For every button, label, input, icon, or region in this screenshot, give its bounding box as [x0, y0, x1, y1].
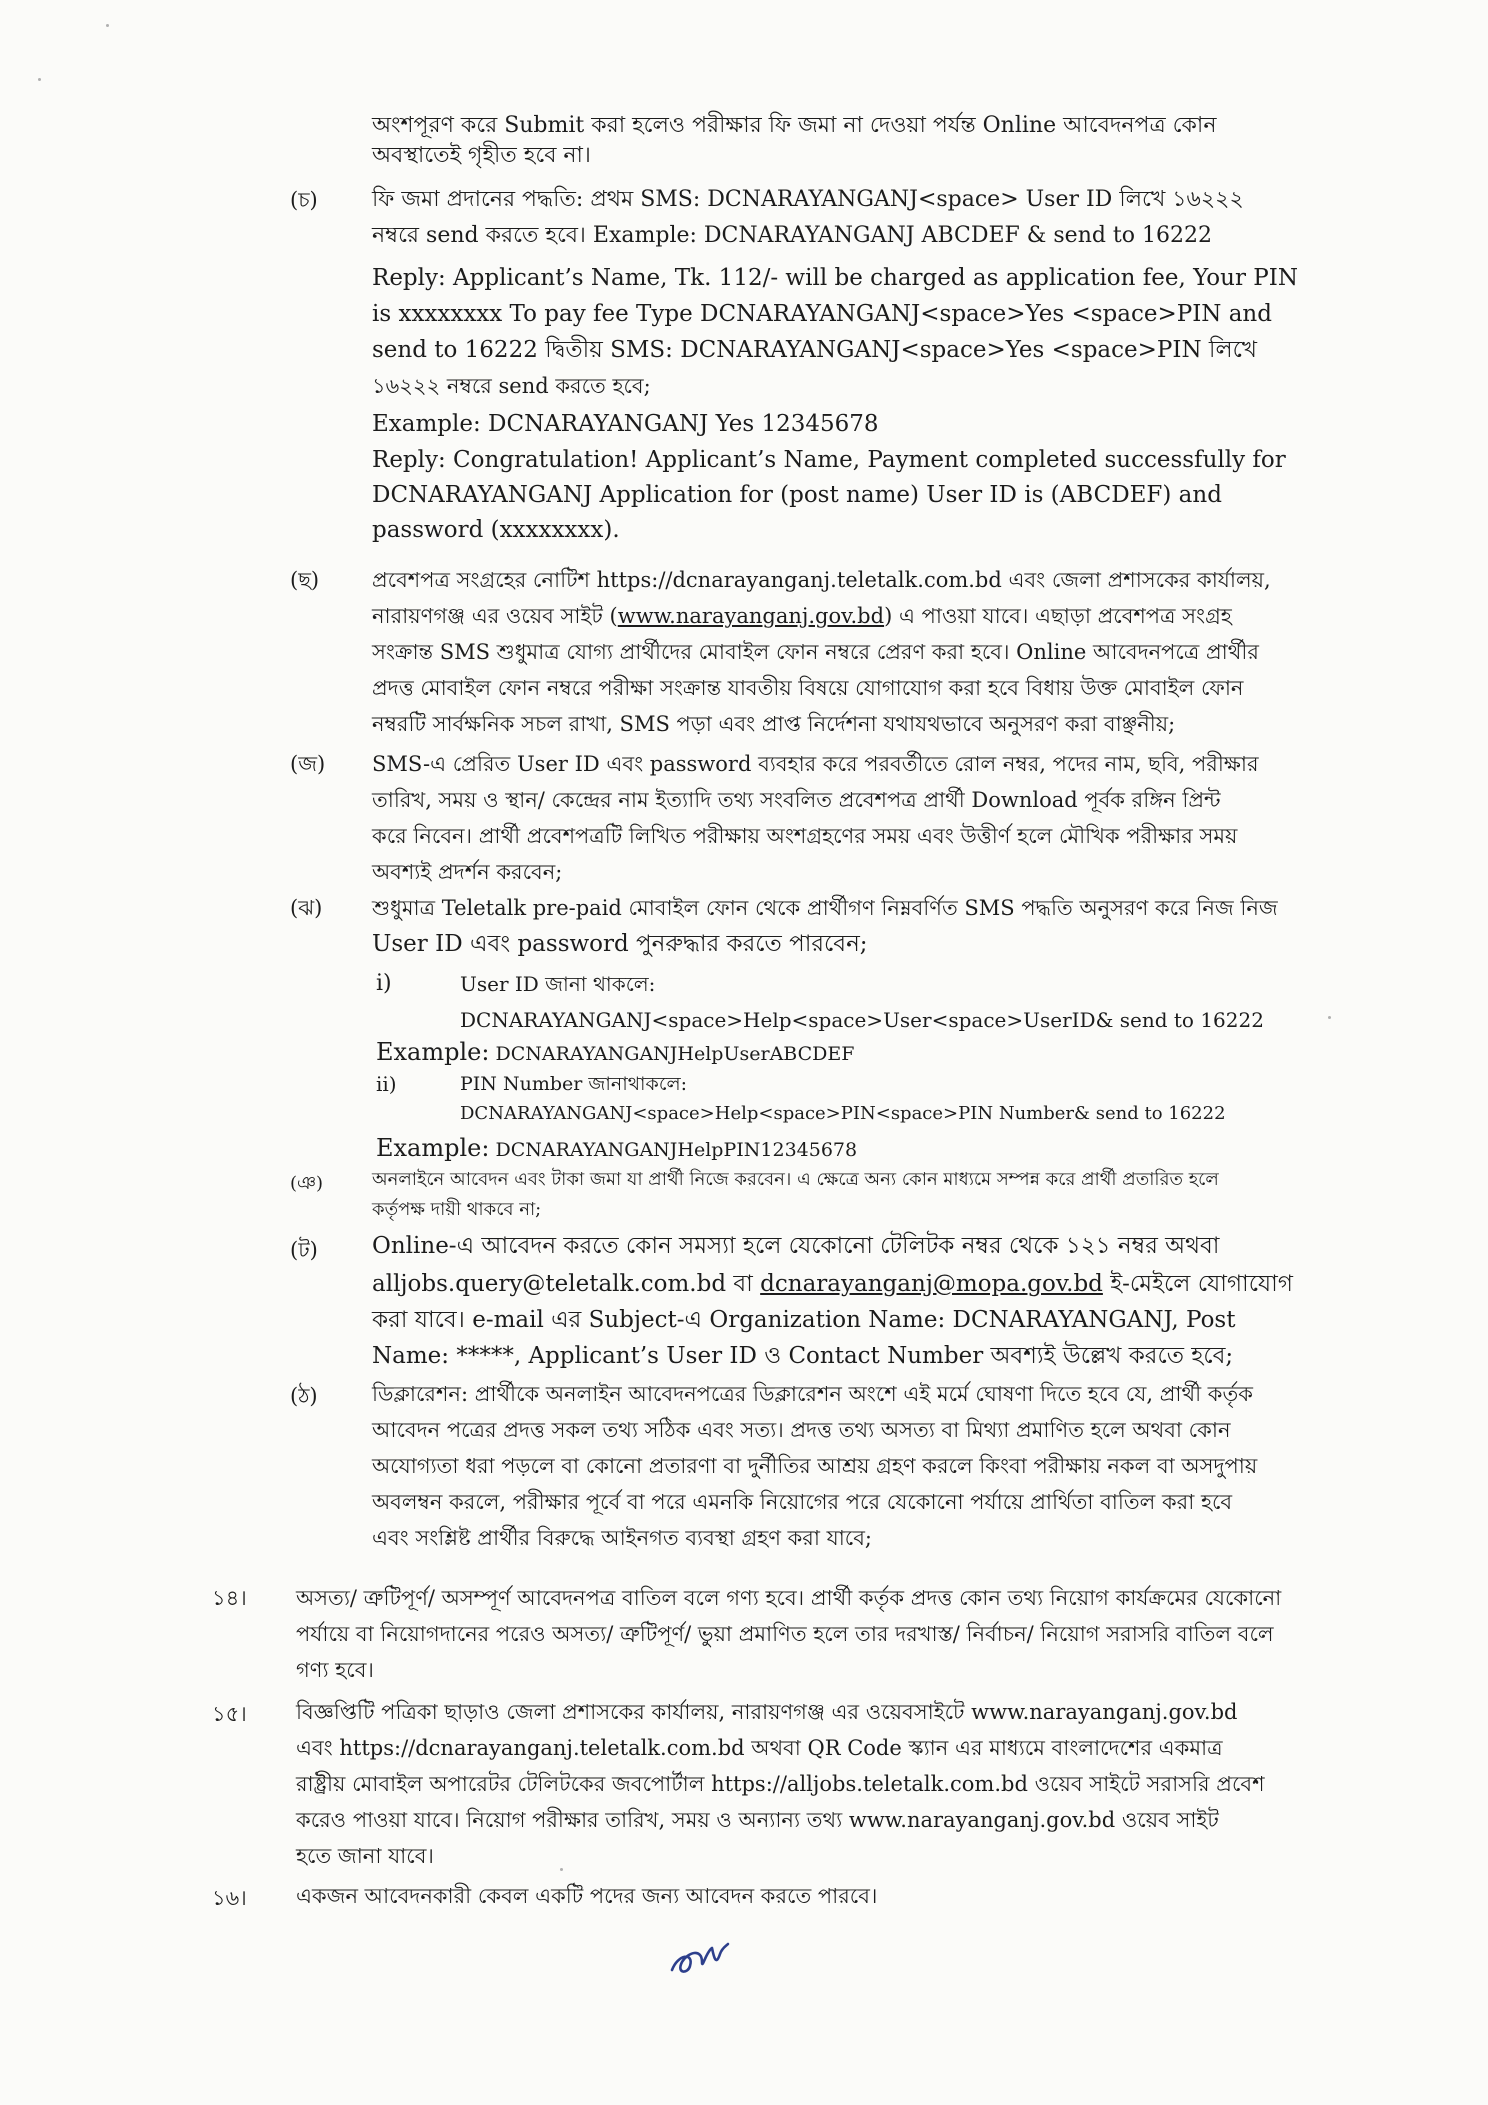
item-tha-line: আবেদন পত্রের প্রদত্ত সকল তথ্য সঠিক এবং সত্য। প্রদত্ত তথ্য অসত্য বা মিথ্যা প্রমাণিত হলে অথবা কোন [372, 1418, 1231, 1442]
scan-speck [1328, 1016, 1331, 1019]
item-tha-line: অবলম্বন করলে, পরীক্ষার পূর্বে বা পরে এমনকি নিয়োগের পরে যেকোনো পর্যায়ে প্রার্থিতা বাতিল করা হবে [372, 1490, 1233, 1514]
item-label-15: ১৫। [212, 1702, 247, 1726]
item-15-line: হতে জানা যাবে। [296, 1844, 434, 1868]
example-label: Example: [376, 1038, 490, 1066]
item-label-ta: (ট) [290, 1238, 318, 1262]
sub-title-userid: User ID জানা থাকলে: [460, 972, 656, 996]
item-chha-text: নারায়ণগঞ্জ এর ওয়েব সাইট ( [372, 604, 618, 628]
sms-command: DCNARAYANGANJ<space>Help<space>PIN<space>PIN Number& send to 16222 [460, 1103, 1226, 1124]
item-15-line: রাষ্ট্রীয় মোবাইল অপারেটর টেলিটকের জবপোর্টাল https://alljobs.teletalk.com.bd ওয়েব সাইটে সরাসরি প্রবেশ [296, 1772, 1265, 1796]
item-cha-line: ফি জমা প্রদানের পদ্ধতি: প্রথম SMS: DCNARAYANGANJ<space> User ID লিখে ১৬২২২ [372, 187, 1244, 212]
example-line [376, 1038, 854, 1068]
sub-title-pin: PIN Number জানাথাকলে: [460, 1073, 688, 1095]
item-15-line: করেও পাওয়া যাবে। নিয়োগ পরীক্ষার তারিখ, সময় ও অন্যান্য তথ্য www.narayanganj.gov.bd ওয়েব সাইট [296, 1808, 1219, 1832]
item-label-jha: (ঝ) [290, 896, 323, 920]
item-cha-line: Reply: Congratulation! Applicant’s Name, Payment completed successfully for [372, 447, 1286, 473]
example-value: DCNARAYANGANJHelpPIN12345678 [489, 1139, 858, 1161]
item-label-chha: (ছ) [290, 568, 320, 592]
sub-label-i: i) [376, 971, 392, 996]
example-value: DCNARAYANGANJHelpUserABCDEF [489, 1043, 855, 1065]
item-chha-line: নম্বরটি সার্বক্ষনিক সচল রাখা, SMS পড়া এবং প্রাপ্ত নির্দেশনা যথাযথভাবে অনুসরণ করা বাঞ্ছনীয়; [372, 712, 1176, 736]
item-jha-line: User ID এবং password পুনরুদ্ধার করতে পারবেন; [372, 931, 868, 957]
item-ta-line: করা যাবে। e-mail এর Subject-এ Organization Name: DCNARAYANGANJ, Post [372, 1307, 1236, 1333]
item-ta-line [372, 1270, 1293, 1298]
item-nya-line: কর্তৃপক্ষ দায়ী থাকবে না; [372, 1199, 542, 1220]
item-chha-line [372, 602, 1232, 630]
item-chha-text: ) এ পাওয়া যাবে। এছাড়া প্রবেশপত্র সংগ্রহ [884, 604, 1232, 628]
item-ja-line: SMS-এ প্রেরিত User ID এবং password ব্যবহার করে পরবর্তীতে রোল নম্বর, পদের নাম, ছবি, পরীক্ষার [372, 752, 1259, 776]
scan-speck [38, 78, 41, 81]
item-label-14: ১৪। [212, 1586, 247, 1610]
item-nya-line: অনলাইনে আবেদন এবং টাকা জমা যা প্রার্থী নিজে করবেন। এ ক্ষেত্রে অন্য কোন মাধ্যমে সম্পন্ন করে প্রার্থী প্রতারিত হলে [372, 1169, 1219, 1190]
example-label: Example: [376, 1134, 490, 1162]
item-label-nya: (ঞ) [290, 1173, 324, 1194]
item-chha-line: প্রবেশপত্র সংগ্রহের নোটিশ https://dcnarayanganj.teletalk.com.bd এবং জেলা প্রশাসকের কার্যালয়, [372, 568, 1271, 592]
website-link[interactable]: www.narayanganj.gov.bd [617, 604, 885, 628]
item-chha-line: সংক্রান্ত SMS শুধুমাত্র যোগ্য প্রার্থীদের মোবাইল ফোন নম্বরে প্রেরণ করা হবে। Online আবেদনপত্রে প্রার্থীর [372, 640, 1259, 664]
item-label-16: ১৬। [212, 1886, 247, 1910]
item-jha-line: শুধুমাত্র Teletalk pre-paid মোবাইল ফোন থেকে প্রার্থীগণ নিম্নবর্ণিত SMS পদ্ধতি অনুসরণ করে নিজ নিজ [372, 896, 1278, 920]
item-cha-line: DCNARAYANGANJ Application for (post name) User ID is (ABCDEF) and [372, 482, 1222, 508]
sub-label-ii: ii) [376, 1072, 397, 1096]
item-14-line: অসত্য/ ত্রুটিপূর্ণ/ অসম্পূর্ণ আবেদনপত্র বাতিল বলে গণ্য হবে। প্রার্থী কর্তৃক প্রদত্ত কোন তথ্য নিয়োগ কার্যক্রমের যেকোনো [296, 1586, 1282, 1610]
item-tha-line: ডিক্লারেশন: প্রার্থীকে অনলাইন আবেদনপত্রের ডিক্লারেশন অংশে এই মর্মে ঘোষণা দিতে হবে যে, প্রার্থী কর্তৃক [372, 1382, 1253, 1406]
example-line [376, 1134, 857, 1164]
item-ta-text: alljobs.query@teletalk.com.bd বা [372, 1271, 761, 1297]
continuation-line: অংশপূরণ করে Submit করা হলেও পরীক্ষার ফি জমা না দেওয়া পর্যন্ত Online আবেদনপত্র কোন [372, 113, 1217, 138]
item-cha-line: Reply: Applicant’s Name, Tk. 112/- will be charged as application fee, Your PIN [372, 265, 1298, 291]
item-14-line: গণ্য হবে। [296, 1658, 374, 1682]
item-ta-text: ই-মেইলে যোগাযোগ [1102, 1271, 1293, 1297]
item-ja-line: তারিখ, সময় ও স্থান/ কেন্দ্রের নাম ইত্যাদি তথ্য সংবলিত প্রবেশপত্র প্রার্থী Download পূর্বক রঙ্গিন প্রিন্ট [372, 788, 1221, 812]
scan-speck [106, 24, 109, 27]
item-14-line: পর্যায়ে বা নিয়োগদানের পরেও অসত্য/ ত্রুটিপূর্ণ/ ভুয়া প্রমাণিত হলে তার দরখাস্ত/ নির্বাচন/ নিয়োগ সরাসরি বাতিল বলে [296, 1622, 1274, 1646]
item-label-cha: (চ) [290, 188, 318, 212]
item-16-line: একজন আবেদনকারী কেবল একটি পদের জন্য আবেদন করতে পারবে। [296, 1884, 878, 1908]
signature-initials [668, 1940, 732, 1980]
item-chha-line: প্রদত্ত মোবাইল ফোন নম্বরে পরীক্ষা সংক্রান্ত যাবতীয় বিষয়ে যোগাযোগ করা হবে বিধায় উক্ত মোবাইল ফোন [372, 676, 1244, 700]
item-cha-line: send to 16222 দ্বিতীয় SMS: DCNARAYANGANJ<space>Yes <space>PIN লিখে [372, 337, 1257, 363]
item-tha-line: অযোগ্যতা ধরা পড়লে বা কোনো প্রতারণা বা দুর্নীতির আশ্রয় গ্রহণ করলে কিংবা পরীক্ষায় নকল বা অসদুপায় [372, 1454, 1258, 1478]
item-tha-line: এবং সংশ্লিষ্ট প্রার্থীর বিরুদ্ধে আইনগত ব্যবস্থা গ্রহণ করা যাবে; [372, 1526, 873, 1550]
sms-command: DCNARAYANGANJ<space>Help<space>User<space>UserID& send to 16222 [460, 1008, 1264, 1032]
email-link[interactable]: dcnarayanganj@mopa.gov.bd [760, 1271, 1103, 1297]
item-cha-line: password (xxxxxxxx). [372, 517, 620, 543]
item-cha-line: ১৬২২২ নম্বরে send করতে হবে; [372, 374, 651, 398]
item-cha-line: Example: DCNARAYANGANJ Yes 12345678 [372, 411, 879, 437]
item-label-tha: (ঠ) [290, 1384, 318, 1408]
item-ja-line: অবশ্যই প্রদর্শন করবেন; [372, 860, 563, 884]
item-cha-line: নম্বরে send করতে হবে। Example: DCNARAYANGANJ ABCDEF & send to 16222 [372, 223, 1212, 248]
item-label-ja: (জ) [290, 752, 326, 776]
item-15-line: এবং https://dcnarayanganj.teletalk.com.bd অথবা QR Code স্ক্যান এর মাধ্যমে বাংলাদেশের একমাত্র [296, 1736, 1223, 1760]
item-ta-line: Name: *****, Applicant’s User ID ও Contact Number অবশ্যই উল্লেখ করতে হবে; [372, 1343, 1234, 1369]
scan-speck [560, 1868, 563, 1871]
item-15-line: বিজ্ঞপ্তিটি পত্রিকা ছাড়াও জেলা প্রশাসকের কার্যালয়, নারায়ণগঞ্জ এর ওয়েবসাইটে www.narayanganj.gov.bd [296, 1700, 1238, 1724]
item-cha-line: is xxxxxxxx To pay fee Type DCNARAYANGANJ<space>Yes <space>PIN and [372, 301, 1272, 327]
item-ta-line: Online-এ আবেদন করতে কোন সমস্যা হলে যেকোনো টেলিটক নম্বর থেকে ১২১ নম্বর অথবা [372, 1233, 1220, 1259]
item-ja-line: করে নিবেন। প্রার্থী প্রবেশপত্রটি লিখিত পরীক্ষায় অংশগ্রহণের সময় এবং উত্তীর্ণ হলে মৌখিক পরীক্ষার সময় [372, 824, 1238, 848]
continuation-line: অবস্থাতেই গৃহীত হবে না। [372, 143, 591, 168]
